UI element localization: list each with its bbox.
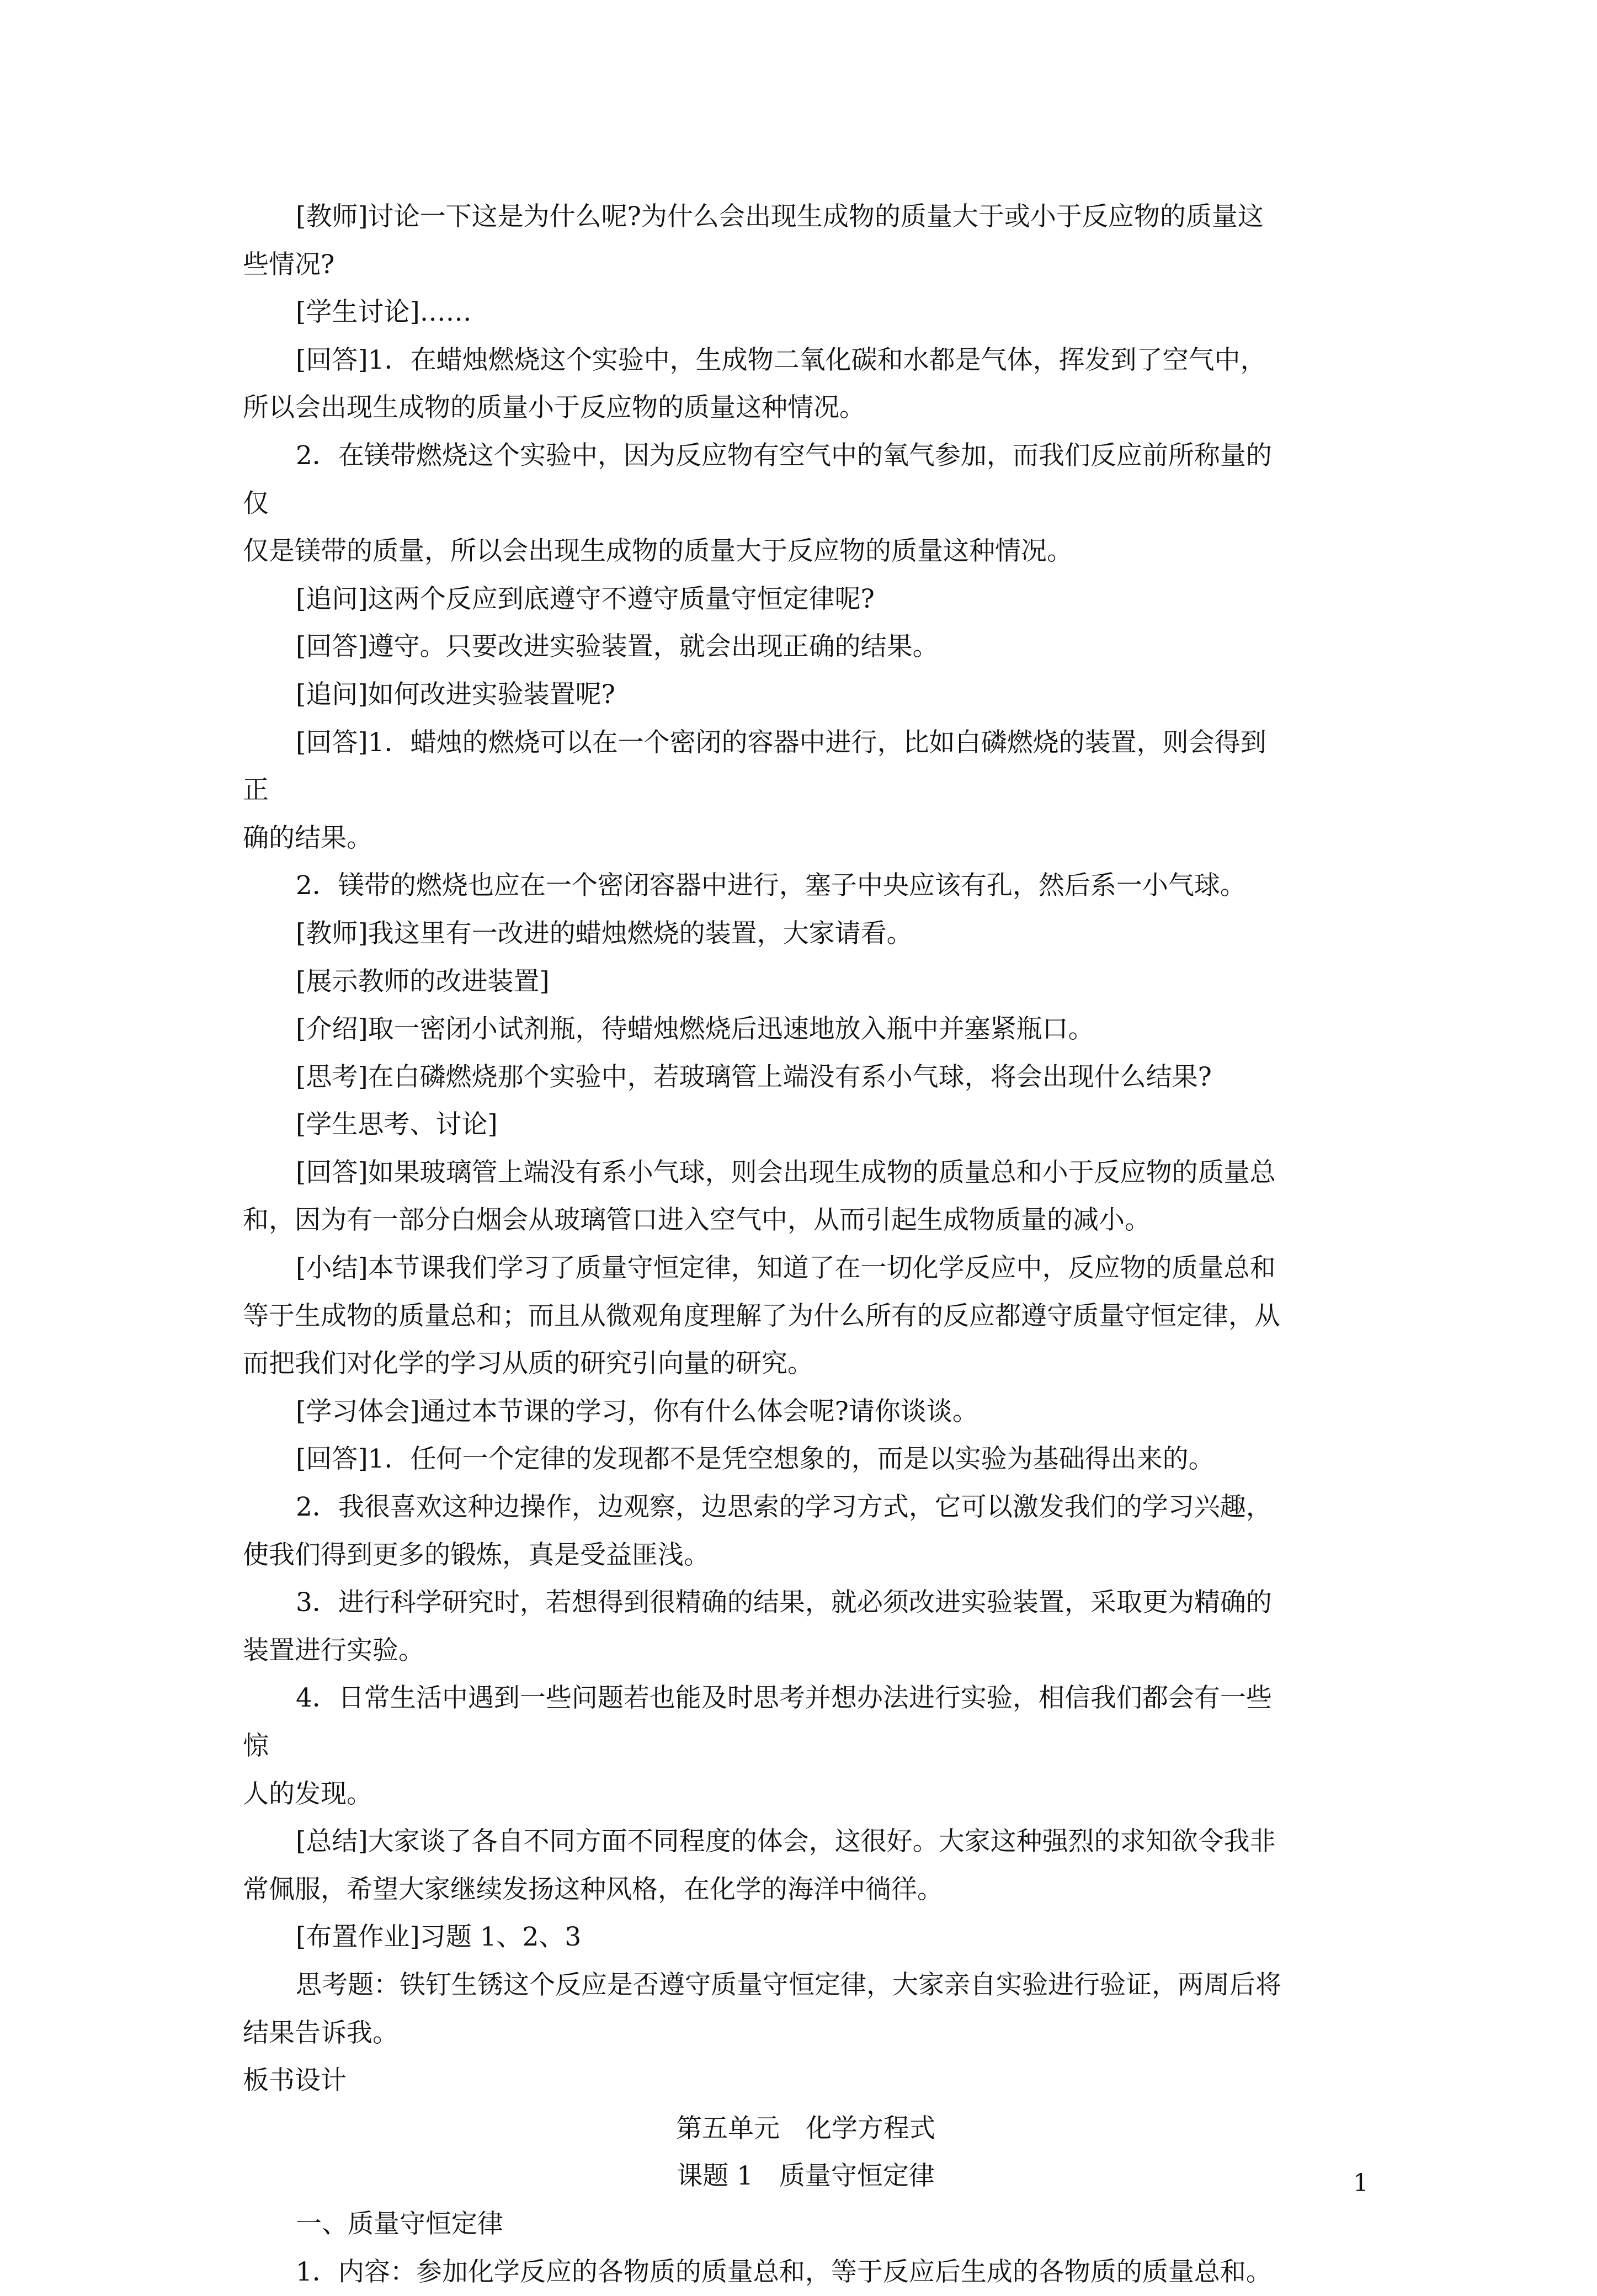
text-line: 确的结果。: [243, 822, 372, 853]
text-line: [布置作业]习题 1、2、3: [296, 1922, 582, 1953]
text-line: 和，因为有一部分白烟会从玻璃管口进入空气中，从而引起生成物质量的减小。: [243, 1205, 1151, 1236]
text-line: [回答]如果玻璃管上端没有系小气球，则会出现生成物的质量总和小于反应物的质量总: [296, 1157, 1276, 1188]
page-number: 1: [1353, 2169, 1369, 2197]
text-line: 仅是镁带的质量，所以会出现生成物的质量大于反应物的质量这种情况。: [243, 536, 1073, 567]
text-line: 仅: [243, 488, 269, 519]
text-line: 2．镁带的燃烧也应在一个密闭容器中进行，塞子中央应该有孔，然后系一小气球。: [296, 870, 1246, 901]
text-line: 人的发现。: [243, 1778, 372, 1809]
text-line: [小结]本节课我们学习了质量守恒定律，知道了在一切化学反应中，反应物的质量总和: [296, 1253, 1276, 1284]
text-line: 4．日常生活中遇到一些问题若也能及时思考并想办法进行实验，相信我们都会有一些: [296, 1683, 1272, 1714]
lesson-title: 课题 1 质量守恒定律: [677, 2161, 935, 2192]
text-line: [学生思考、讨论]: [296, 1109, 498, 1140]
text-line: [回答]遵守。只要改进实验装置，就会出现正确的结果。: [296, 631, 939, 662]
text-line: 结果告诉我。: [243, 2017, 398, 2048]
unit-title: 第五单元 化学方程式: [676, 2113, 935, 2144]
text-line: [思考]在白磷燃烧那个实验中，若玻璃管上端没有系小气球，将会出现什么结果?: [296, 1061, 1212, 1092]
text-line: [展示教师的改进装置]: [296, 966, 550, 997]
text-line: 等于生成物的质量总和；而且从微观角度理解了为什么所有的反应都遵守质量守恒定律，从: [243, 1300, 1280, 1331]
text-line: 使我们得到更多的锻炼，真是受益匪浅。: [243, 1539, 710, 1570]
text-line: [教师]我这里有一改进的蜡烛燃烧的装置，大家请看。: [296, 918, 913, 949]
text-line: [教师]讨论一下这是为什么呢?为什么会出现生成物的质量大于或小于反应物的质量这: [296, 201, 1264, 232]
section-heading: 板书设计: [243, 2065, 347, 2096]
text-line: 2．在镁带燃烧这个实验中，因为反应物有空气中的氧气参加，而我们反应前所称量的: [296, 440, 1272, 471]
text-line: [介绍]取一密闭小试剂瓶，待蜡烛燃烧后迅速地放入瓶中并塞紧瓶口。: [296, 1014, 1094, 1045]
text-line: 思考题：铁钉生锈这个反应是否遵守质量守恒定律，大家亲自实验进行验证，两周后将: [296, 1969, 1281, 2000]
text-line: 装置进行实验。: [243, 1635, 424, 1666]
text-line: [回答]1．任何一个定律的发现都不是凭空想象的，而是以实验为基础得出来的。: [296, 1444, 1215, 1475]
text-line: 正: [243, 775, 269, 806]
text-line: 3．进行科学研究时，若想得到很精确的结果，就必须改进实验装置，采取更为精确的: [296, 1587, 1272, 1618]
text-line: 而把我们对化学的学习从质的研究引向量的研究。: [243, 1348, 813, 1379]
text-line: [追问]这两个反应到底遵守不遵守质量守恒定律呢?: [296, 583, 875, 614]
text-line: [总结]大家谈了各自不同方面不同程度的体会，这很好。大家这种强烈的求知欲令我非: [296, 1826, 1276, 1857]
text-line: 惊: [243, 1731, 269, 1761]
text-line: 常佩服，希望大家继续发扬这种风格，在化学的海洋中徜徉。: [243, 1874, 943, 1905]
text-line: [学习体会]通过本节课的学习，你有什么体会呢?请你谈谈。: [296, 1396, 978, 1427]
text-line: 2．我很喜欢这种边操作，边观察，边思索的学习方式，它可以激发我们的学习兴趣，: [296, 1492, 1272, 1523]
text-line: 些情况?: [243, 249, 335, 280]
text-line: 所以会出现生成物的质量小于反应物的质量这种情况。: [243, 392, 865, 423]
text-line: [回答]1．蜡烛的燃烧可以在一个密闭的容器中进行，比如白磷燃烧的装置，则会得到: [296, 727, 1266, 758]
text-line: [学生讨论]……: [296, 297, 472, 328]
text-line: [回答]1．在蜡烛燃烧这个实验中，生成物二氧化碳和水都是气体，挥发到了空气中，: [296, 344, 1266, 375]
text-line: [追问]如何改进实验装置呢?: [296, 679, 615, 710]
text-line: 1．内容：参加化学反应的各物质的质量总和，等于反应后生成的各物质的质量总和。: [296, 2256, 1272, 2287]
text-line: 一、质量守恒定律: [296, 2208, 503, 2239]
body-text: [243, 193, 1369, 2296]
